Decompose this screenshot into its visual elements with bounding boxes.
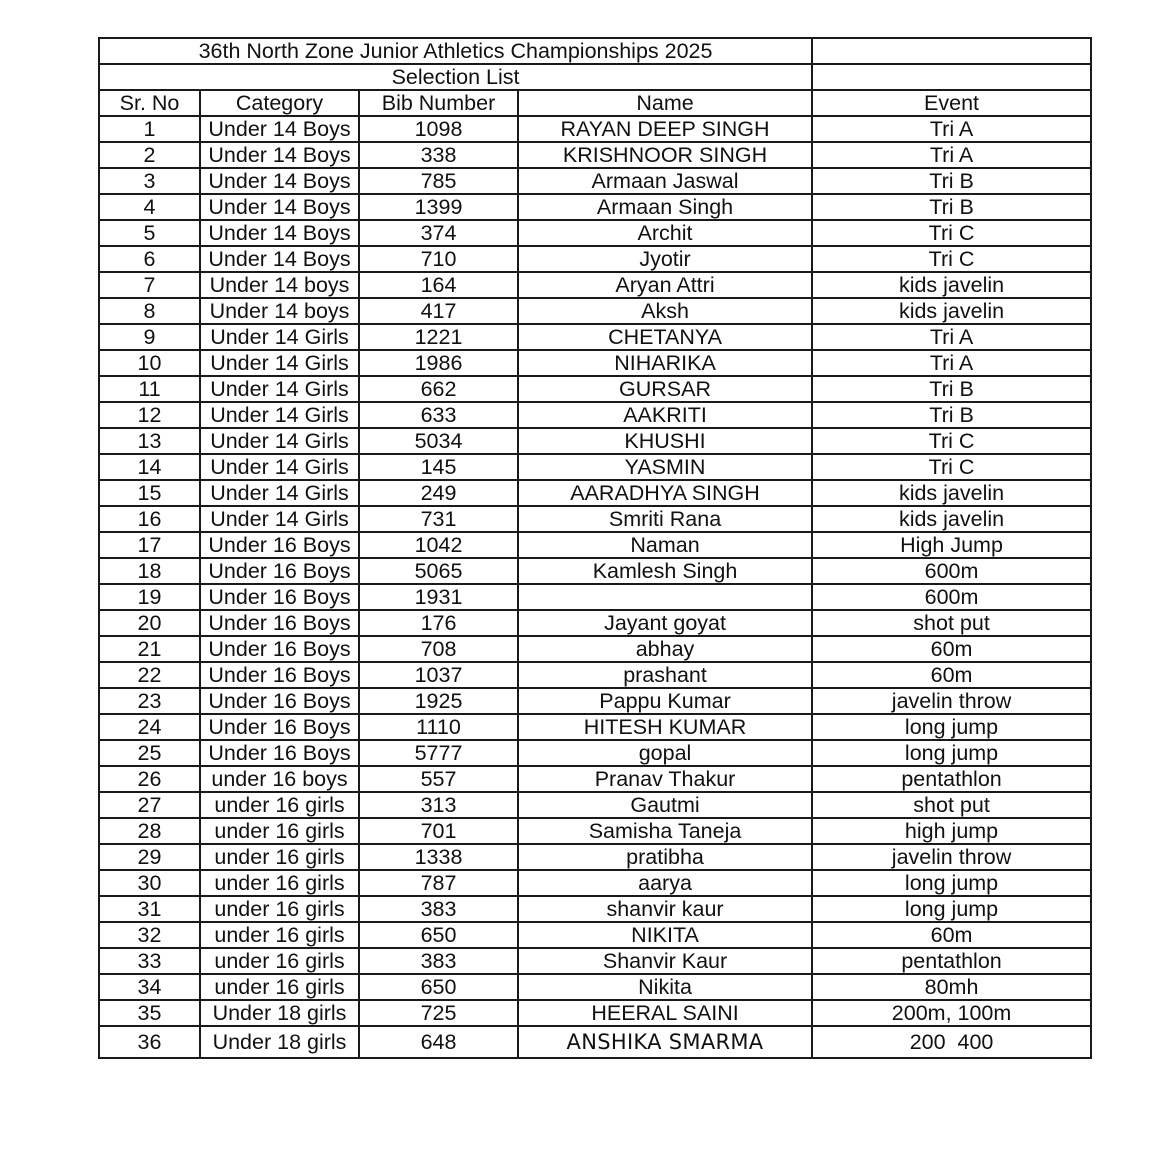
- cell-name: Gautmi: [518, 792, 812, 818]
- header-event: Event: [812, 90, 1091, 116]
- cell-event: shot put: [812, 610, 1091, 636]
- cell-category: Under 14 Girls: [200, 506, 359, 532]
- cell-bib-number: 650: [359, 974, 518, 1000]
- cell-name: Pappu Kumar: [518, 688, 812, 714]
- cell-bib-number: 176: [359, 610, 518, 636]
- cell-event: high jump: [812, 818, 1091, 844]
- cell-name: gopal: [518, 740, 812, 766]
- cell-name: CHETANYA: [518, 324, 812, 350]
- cell-event: shot put: [812, 792, 1091, 818]
- selection-list-table: [98, 37, 1092, 1059]
- cell-sr-no: 24: [99, 714, 200, 740]
- cell-name: AARADHYA SINGH: [518, 480, 812, 506]
- cell-event: 60m: [812, 922, 1091, 948]
- cell-name: Pranav Thakur: [518, 766, 812, 792]
- table-row: [99, 844, 1091, 870]
- cell-name: KHUSHI: [518, 428, 812, 454]
- cell-category: Under 16 Boys: [200, 636, 359, 662]
- cell-event: pentathlon: [812, 948, 1091, 974]
- cell-sr-no: 19: [99, 584, 200, 610]
- table-row: [99, 376, 1091, 402]
- table-row: [99, 948, 1091, 974]
- cell-sr-no: 13: [99, 428, 200, 454]
- cell-sr-no: 2: [99, 142, 200, 168]
- cell-bib-number: 662: [359, 376, 518, 402]
- cell-bib-number: 1338: [359, 844, 518, 870]
- cell-name: Shanvir Kaur: [518, 948, 812, 974]
- cell-event: Tri B: [812, 376, 1091, 402]
- cell-category: Under 14 Girls: [200, 402, 359, 428]
- cell-bib-number: 725: [359, 1000, 518, 1026]
- cell-name: abhay: [518, 636, 812, 662]
- cell-category: Under 14 boys: [200, 298, 359, 324]
- cell-event: Tri B: [812, 168, 1091, 194]
- cell-name: Armaan Singh: [518, 194, 812, 220]
- cell-bib-number: 1399: [359, 194, 518, 220]
- cell-category: Under 14 Girls: [200, 480, 359, 506]
- cell-bib-number: 5777: [359, 740, 518, 766]
- cell-event: Tri B: [812, 194, 1091, 220]
- cell-category: Under 16 Boys: [200, 532, 359, 558]
- cell-event: 600m: [812, 558, 1091, 584]
- cell-event: 200 400: [812, 1026, 1091, 1058]
- cell-category: under 16 girls: [200, 792, 359, 818]
- cell-category: Under 16 Boys: [200, 714, 359, 740]
- table-row: [99, 454, 1091, 480]
- cell-event: pentathlon: [812, 766, 1091, 792]
- cell-category: Under 14 Girls: [200, 324, 359, 350]
- table-row: [99, 610, 1091, 636]
- cell-event: 60m: [812, 662, 1091, 688]
- cell-category: Under 16 Boys: [200, 662, 359, 688]
- table-row: [99, 246, 1091, 272]
- cell-category: under 16 girls: [200, 948, 359, 974]
- empty-cell: [812, 38, 1091, 64]
- cell-category: Under 14 Boys: [200, 168, 359, 194]
- cell-sr-no: 36: [99, 1026, 200, 1058]
- cell-event: Tri A: [812, 350, 1091, 376]
- cell-bib-number: 1042: [359, 532, 518, 558]
- table-row: [99, 870, 1091, 896]
- cell-category: Under 16 Boys: [200, 688, 359, 714]
- cell-event: Tri A: [812, 142, 1091, 168]
- table-row: [99, 792, 1091, 818]
- cell-sr-no: 16: [99, 506, 200, 532]
- cell-category: Under 14 Boys: [200, 194, 359, 220]
- cell-name: HITESH KUMAR: [518, 714, 812, 740]
- table-row: [99, 298, 1091, 324]
- cell-sr-no: 20: [99, 610, 200, 636]
- cell-event: Tri C: [812, 220, 1091, 246]
- cell-category: Under 14 Girls: [200, 428, 359, 454]
- cell-name: AAKRITI: [518, 402, 812, 428]
- cell-bib-number: 417: [359, 298, 518, 324]
- table-row: [99, 766, 1091, 792]
- cell-category: Under 18 girls: [200, 1000, 359, 1026]
- header-category: Category: [200, 90, 359, 116]
- cell-event: long jump: [812, 714, 1091, 740]
- table-row: [99, 818, 1091, 844]
- cell-sr-no: 22: [99, 662, 200, 688]
- table-row: [99, 688, 1091, 714]
- cell-bib-number: 648: [359, 1026, 518, 1058]
- document-subtitle: Selection List: [99, 64, 812, 90]
- cell-sr-no: 25: [99, 740, 200, 766]
- cell-name: Samisha Taneja: [518, 818, 812, 844]
- cell-bib-number: 1221: [359, 324, 518, 350]
- cell-bib-number: 313: [359, 792, 518, 818]
- table-row: [99, 480, 1091, 506]
- cell-event: long jump: [812, 896, 1091, 922]
- cell-event: long jump: [812, 870, 1091, 896]
- cell-category: Under 14 Boys: [200, 116, 359, 142]
- header-name: Name: [518, 90, 812, 116]
- cell-bib-number: 708: [359, 636, 518, 662]
- cell-sr-no: 3: [99, 168, 200, 194]
- cell-bib-number: 710: [359, 246, 518, 272]
- cell-bib-number: 338: [359, 142, 518, 168]
- cell-sr-no: 34: [99, 974, 200, 1000]
- header-row: [99, 90, 1091, 116]
- cell-name: RAYAN DEEP SINGH: [518, 116, 812, 142]
- cell-sr-no: 9: [99, 324, 200, 350]
- cell-bib-number: 164: [359, 272, 518, 298]
- cell-event: Tri A: [812, 324, 1091, 350]
- cell-event: Tri A: [812, 116, 1091, 142]
- cell-name: NIHARIKA: [518, 350, 812, 376]
- cell-sr-no: 1: [99, 116, 200, 142]
- cell-name: Armaan Jaswal: [518, 168, 812, 194]
- cell-name: HEERAL SAINI: [518, 1000, 812, 1026]
- cell-event: long jump: [812, 740, 1091, 766]
- cell-name: Aryan Attri: [518, 272, 812, 298]
- cell-sr-no: 31: [99, 896, 200, 922]
- cell-name: pratibha: [518, 844, 812, 870]
- cell-category: Under 14 boys: [200, 272, 359, 298]
- cell-category: Under 14 Boys: [200, 220, 359, 246]
- cell-event: javelin throw: [812, 688, 1091, 714]
- cell-bib-number: 145: [359, 454, 518, 480]
- cell-event: 200m, 100m: [812, 1000, 1091, 1026]
- cell-name: KRISHNOOR SINGH: [518, 142, 812, 168]
- cell-sr-no: 8: [99, 298, 200, 324]
- cell-sr-no: 26: [99, 766, 200, 792]
- cell-event: kids javelin: [812, 272, 1091, 298]
- cell-sr-no: 28: [99, 818, 200, 844]
- cell-name: [518, 584, 812, 610]
- table-row: [99, 662, 1091, 688]
- header-bib-number: Bib Number: [359, 90, 518, 116]
- cell-sr-no: 6: [99, 246, 200, 272]
- cell-event: Tri C: [812, 246, 1091, 272]
- cell-category: Under 16 Boys: [200, 740, 359, 766]
- cell-sr-no: 10: [99, 350, 200, 376]
- cell-category: Under 16 Boys: [200, 584, 359, 610]
- cell-category: Under 16 Boys: [200, 558, 359, 584]
- cell-bib-number: 787: [359, 870, 518, 896]
- subtitle-row: [99, 64, 1091, 90]
- cell-name: aarya: [518, 870, 812, 896]
- cell-sr-no: 35: [99, 1000, 200, 1026]
- cell-event: kids javelin: [812, 298, 1091, 324]
- table-row: [99, 558, 1091, 584]
- table-row: [99, 714, 1091, 740]
- table-row: [99, 220, 1091, 246]
- cell-event: kids javelin: [812, 506, 1091, 532]
- cell-category: under 16 girls: [200, 896, 359, 922]
- cell-sr-no: 4: [99, 194, 200, 220]
- cell-sr-no: 30: [99, 870, 200, 896]
- cell-bib-number: 1931: [359, 584, 518, 610]
- cell-bib-number: 785: [359, 168, 518, 194]
- cell-bib-number: 5065: [359, 558, 518, 584]
- cell-name: Archit: [518, 220, 812, 246]
- cell-bib-number: 1986: [359, 350, 518, 376]
- cell-name: Jayant goyat: [518, 610, 812, 636]
- cell-sr-no: 12: [99, 402, 200, 428]
- cell-name: Kamlesh Singh: [518, 558, 812, 584]
- table-row: [99, 896, 1091, 922]
- cell-sr-no: 23: [99, 688, 200, 714]
- cell-bib-number: 633: [359, 402, 518, 428]
- cell-event: javelin throw: [812, 844, 1091, 870]
- cell-sr-no: 18: [99, 558, 200, 584]
- cell-name: prashant: [518, 662, 812, 688]
- cell-bib-number: 1037: [359, 662, 518, 688]
- table-row: [99, 584, 1091, 610]
- cell-category: Under 14 Boys: [200, 142, 359, 168]
- cell-sr-no: 27: [99, 792, 200, 818]
- table-row: [99, 168, 1091, 194]
- cell-name: GURSAR: [518, 376, 812, 402]
- cell-category: Under 18 girls: [200, 1026, 359, 1058]
- cell-event: Tri C: [812, 454, 1091, 480]
- cell-bib-number: 731: [359, 506, 518, 532]
- cell-sr-no: 7: [99, 272, 200, 298]
- cell-event: Tri B: [812, 402, 1091, 428]
- cell-sr-no: 17: [99, 532, 200, 558]
- document-title: 36th North Zone Junior Athletics Championships 2025: [99, 38, 812, 64]
- cell-name: ANSHIKA SMARMA: [518, 1026, 812, 1058]
- cell-event: 600m: [812, 584, 1091, 610]
- cell-category: under 16 girls: [200, 818, 359, 844]
- cell-event: kids javelin: [812, 480, 1091, 506]
- cell-sr-no: 33: [99, 948, 200, 974]
- table-row: [99, 194, 1091, 220]
- cell-name: NIKITA: [518, 922, 812, 948]
- cell-bib-number: 1110: [359, 714, 518, 740]
- table-row: [99, 532, 1091, 558]
- cell-event: High Jump: [812, 532, 1091, 558]
- cell-sr-no: 29: [99, 844, 200, 870]
- cell-bib-number: 383: [359, 948, 518, 974]
- table-row: [99, 1000, 1091, 1026]
- cell-sr-no: 5: [99, 220, 200, 246]
- cell-name: Smriti Rana: [518, 506, 812, 532]
- cell-category: under 16 girls: [200, 844, 359, 870]
- cell-bib-number: 1098: [359, 116, 518, 142]
- cell-event: 80mh: [812, 974, 1091, 1000]
- cell-bib-number: 5034: [359, 428, 518, 454]
- cell-sr-no: 21: [99, 636, 200, 662]
- cell-bib-number: 383: [359, 896, 518, 922]
- table-row: [99, 1026, 1091, 1058]
- empty-cell: [812, 64, 1091, 90]
- cell-name: Jyotir: [518, 246, 812, 272]
- cell-name: Aksh: [518, 298, 812, 324]
- cell-bib-number: 557: [359, 766, 518, 792]
- cell-name: Naman: [518, 532, 812, 558]
- cell-category: Under 14 Girls: [200, 350, 359, 376]
- table-row: [99, 636, 1091, 662]
- table-row: [99, 116, 1091, 142]
- cell-sr-no: 11: [99, 376, 200, 402]
- table-row: [99, 272, 1091, 298]
- cell-bib-number: 701: [359, 818, 518, 844]
- cell-category: under 16 boys: [200, 766, 359, 792]
- table-row: [99, 974, 1091, 1000]
- table-row: [99, 350, 1091, 376]
- cell-sr-no: 14: [99, 454, 200, 480]
- table-row: [99, 740, 1091, 766]
- cell-event: 60m: [812, 636, 1091, 662]
- table-row: [99, 402, 1091, 428]
- cell-bib-number: 1925: [359, 688, 518, 714]
- table-row: [99, 922, 1091, 948]
- header-sr-no: Sr. No: [99, 90, 200, 116]
- cell-bib-number: 249: [359, 480, 518, 506]
- cell-bib-number: 650: [359, 922, 518, 948]
- table-row: [99, 506, 1091, 532]
- cell-name: shanvir kaur: [518, 896, 812, 922]
- cell-category: Under 14 Girls: [200, 454, 359, 480]
- cell-event: Tri C: [812, 428, 1091, 454]
- cell-category: Under 16 Boys: [200, 610, 359, 636]
- table-row: [99, 428, 1091, 454]
- cell-category: under 16 girls: [200, 974, 359, 1000]
- title-row: [99, 38, 1091, 64]
- cell-category: Under 14 Girls: [200, 376, 359, 402]
- table-row: [99, 142, 1091, 168]
- cell-category: under 16 girls: [200, 922, 359, 948]
- cell-sr-no: 15: [99, 480, 200, 506]
- cell-sr-no: 32: [99, 922, 200, 948]
- cell-category: Under 14 Boys: [200, 246, 359, 272]
- cell-category: under 16 girls: [200, 870, 359, 896]
- table-row: [99, 324, 1091, 350]
- cell-bib-number: 374: [359, 220, 518, 246]
- cell-name: Nikita: [518, 974, 812, 1000]
- cell-name: YASMIN: [518, 454, 812, 480]
